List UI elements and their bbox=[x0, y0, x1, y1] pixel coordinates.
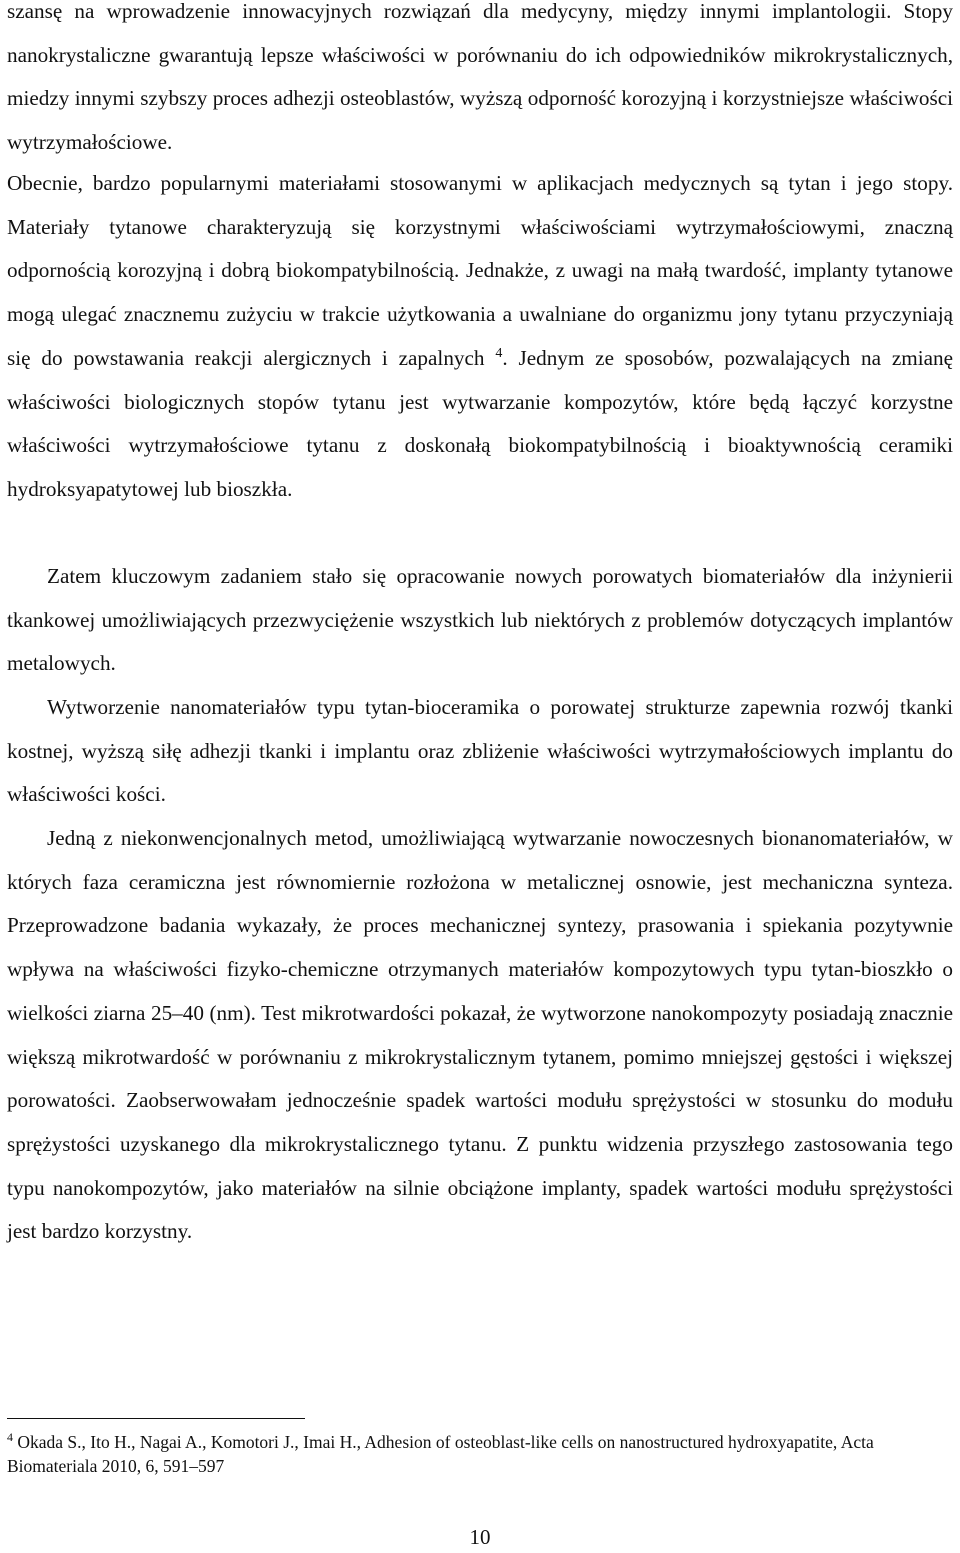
footnote bbox=[7, 1430, 953, 1478]
paragraph-2-text-b: . Jednym ze sposobów, pozwalających na zmianę właściwości biologicznych stopów tytanu jest wytwarzanie kompozytów, które będą łączyć korzystne właściwości wytrzymałościowe tytanu z doskonałą biokompatybilnością i bioaktywnością ceramiki hydroksyapatytowej lub bioszkła. bbox=[7, 345, 953, 501]
footnote-reference: 4 bbox=[495, 345, 503, 361]
paragraph-3: Zatem kluczowym zadaniem stało się opracowanie nowych porowatych biomateriałów dla inżynierii tkankowej umożliwiających przezwyciężenie wszystkich lub niektórych z problemów dotyczących implantów metalowych. bbox=[7, 564, 953, 676]
paragraph-4: Wytworzenie nanomateriałów typu tytan-bioceramika o porowatej strukturze zapewnia rozwój tkanki kostnej, wyższą siłę adhezji tkanki i implantu oraz zbliżenie właściwości wytrzymałościowych implantu do właściwości kości. bbox=[7, 695, 953, 807]
footnote-text: Okada S., Ito H., Nagai A., Komotori J., Imai H., Adhesion of osteoblast-like cells on nanostructured hydroxyapatite, Acta Biomateriala 2010, 6, 591–597 bbox=[7, 1432, 874, 1476]
footnote-separator bbox=[7, 1418, 305, 1419]
paragraph-2 bbox=[7, 162, 953, 512]
paragraph-1: szansę na wprowadzenie innowacyjnych rozwiązań dla medycyny, między innymi implantologii. Stopy nanokrystaliczne gwarantują lepsze właściwości w porównaniu do ich odpowiedników mikrokrystalicznych, miedzy innymi szybszy proces adhezji osteoblastów, wyższą odporność korozyjną i korzystniejsze właściwości wytrzymałościowe. bbox=[7, 0, 953, 155]
page-number: 10 bbox=[469, 1525, 491, 1549]
paragraph-2-text-a: Obecnie, bardzo popularnymi materiałami stosowanymi w aplikacjach medycznych są tytan i jego stopy. Materiały tytanowe charakteryzują się korzystnymi właściwościami wytrzymałościowymi, znaczną odpornością korozyjną i dobrą biokompatybilnością. Jednakże, z uwagi na małą twardość, implanty tytanowe mogą ulegać znacznemu zużyciu w trakcie użytkowania a uwalniane do organizmu jony tytanu przyczyniają się do powstawania reakcji alergicznych i zapalnych bbox=[7, 171, 953, 370]
footnote-number: 4 bbox=[7, 1430, 13, 1445]
paragraph-5: Jedną z niekonwencjonalnych metod, umożliwiającą wytwarzanie nowoczesnych bionanomateriałów, w których faza ceramiczna jest równomiernie rozłożona w metalicznej osnowie, jest mechaniczna synteza. Przeprowadzone badania wykazały, że proces mechanicznej syntezy, prasowania i spiekania pozytywnie wpływa na właściwości fizyko-chemiczne otrzymanych materiałów kompozytowych typu tytan-bioszkło o wielkości ziarna 25–40 (nm). Test mikrotwardości pokazał, że wytworzone nanokompozyty posiadają znacznie większą mikrotwardość w porównaniu z mikrokrystalicznym tytanem, pomimo mniejszej gęstości i większej porowatości. Zaobserwowałam jednocześnie spadek wartości modułu sprężystości w stosunku do modułu sprężystości uzyskanego dla mikrokrystalicznego tytanu. Z punktu widzenia przyszłego zastosowania tego typu nanokompozytów, jako materiałów na silnie obciążone implanty, spadek wartości modułu sprężystości jest bardzo korzystny. bbox=[7, 826, 953, 1244]
